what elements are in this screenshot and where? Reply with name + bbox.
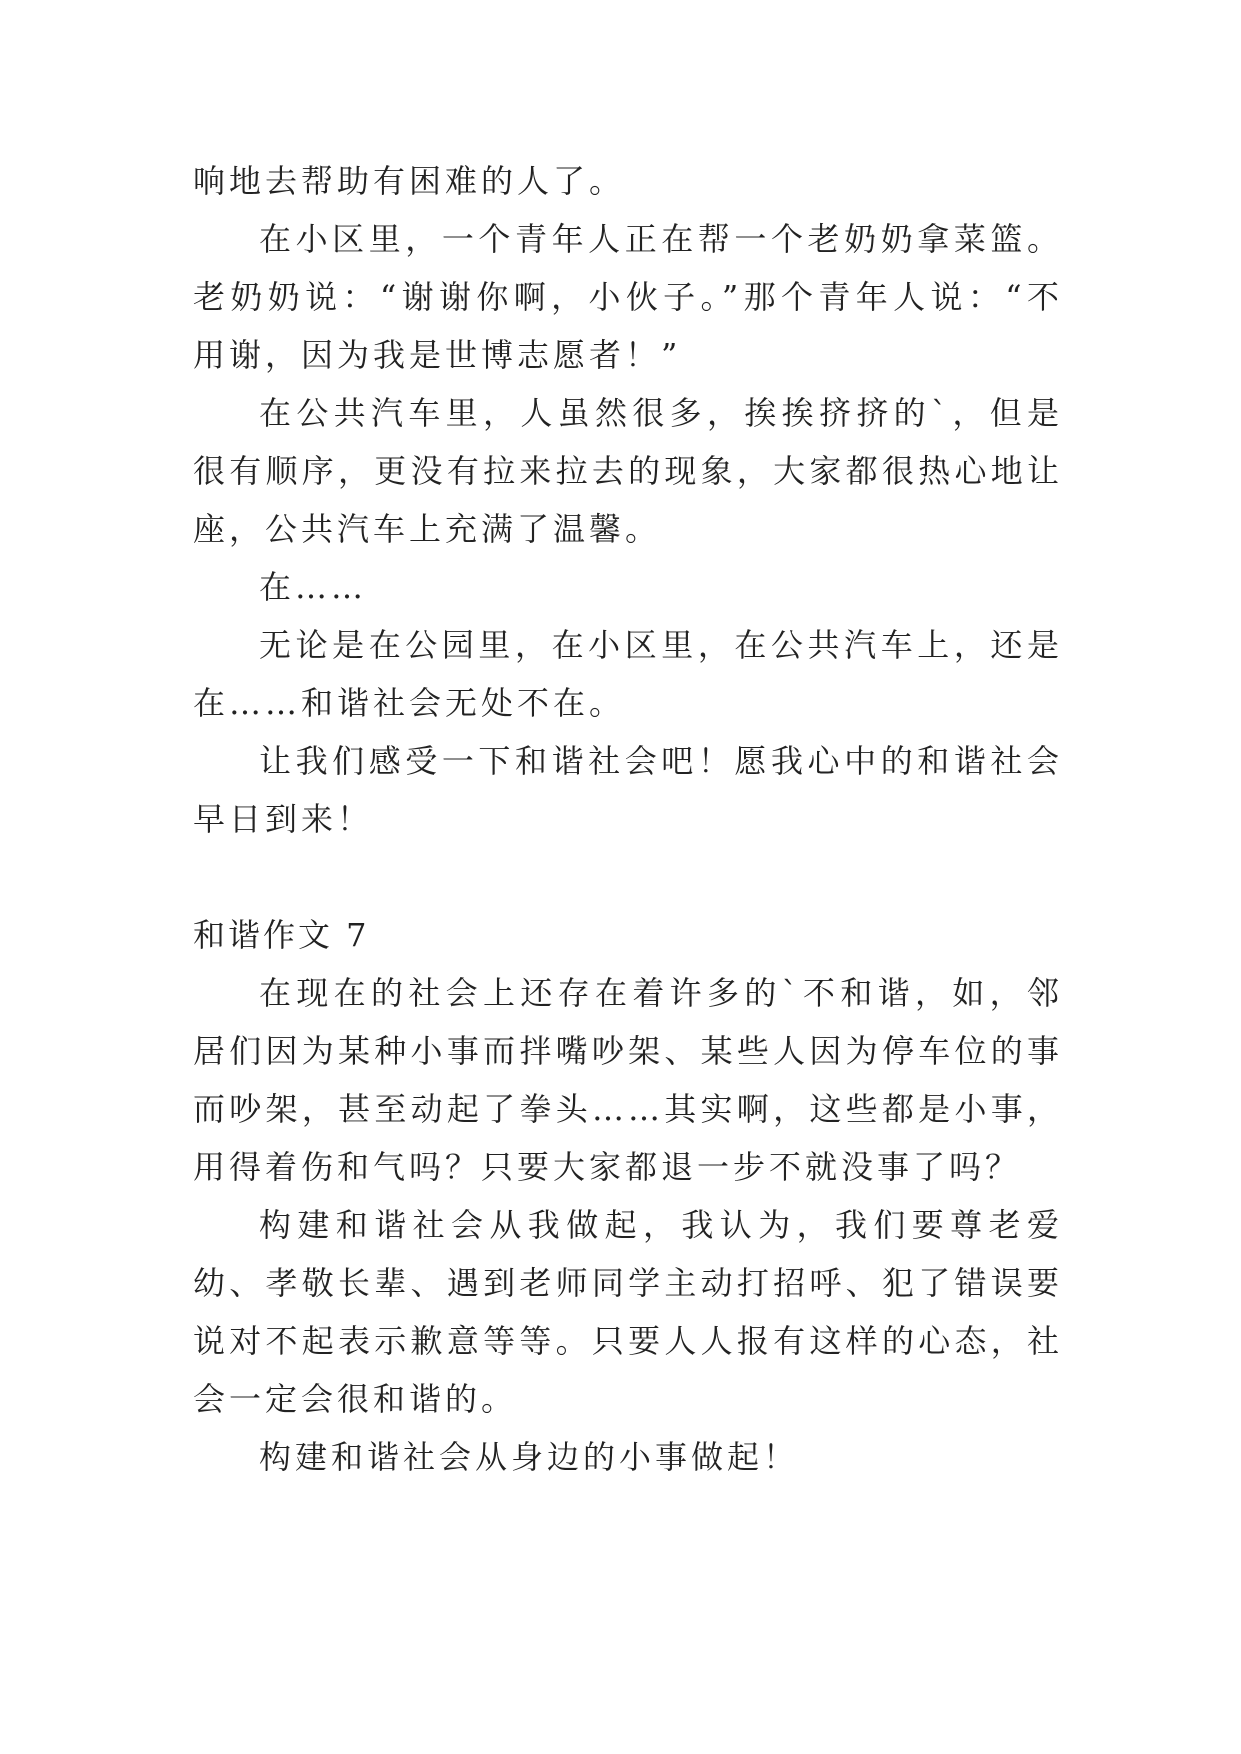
paragraph-start-with-me: 构建和谐社会从我做起，我认为，我们要尊老爱幼、孝敬长辈、遇到老师同学主动打招呼、犯了错误要说对不起表示歉意等等。只要人人报有这样的心态，社会一定会很和谐的。 <box>193 1206 1063 1418</box>
document-body <box>193 152 1063 1486</box>
paragraph-bus: 在公共汽车里，人虽然很多，挨挨挤挤的`，但是很有顺序，更没有拉来拉去的现象，大家都很热心地让座，公共汽车上充满了温馨。 <box>193 394 1063 548</box>
paragraph-closing: 让我们感受一下和谐社会吧！愿我心中的和谐社会早日到来！ <box>193 742 1063 838</box>
essay-heading: 和谐作文 7 <box>193 916 370 954</box>
paragraph-continuation: 响地去帮助有困难的人了。 <box>193 162 626 200</box>
paragraph-small-things: 构建和谐社会从身边的小事做起！ <box>259 1438 800 1476</box>
paragraph-everywhere: 无论是在公园里，在小区里，在公共汽车上，还是在……和谐社会无处不在。 <box>193 626 1063 722</box>
paragraph-disharmony: 在现在的社会上还存在着许多的`不和谐，如，邻居们因为某种小事而拌嘴吵架、某些人因为停车位的事而吵架，甚至动起了拳头……其实啊，这些都是小事，用得着伤和气吗？只要大家都退一步不就没事了吗？ <box>193 974 1063 1186</box>
paragraph-neighborhood: 在小区里，一个青年人正在帮一个老奶奶拿菜篮。老奶奶说：“谢谢你啊，小伙子。”那个青年人说：“不用谢，因为我是世博志愿者！” <box>193 220 1063 374</box>
paragraph-ellipsis: 在…… <box>259 568 368 606</box>
